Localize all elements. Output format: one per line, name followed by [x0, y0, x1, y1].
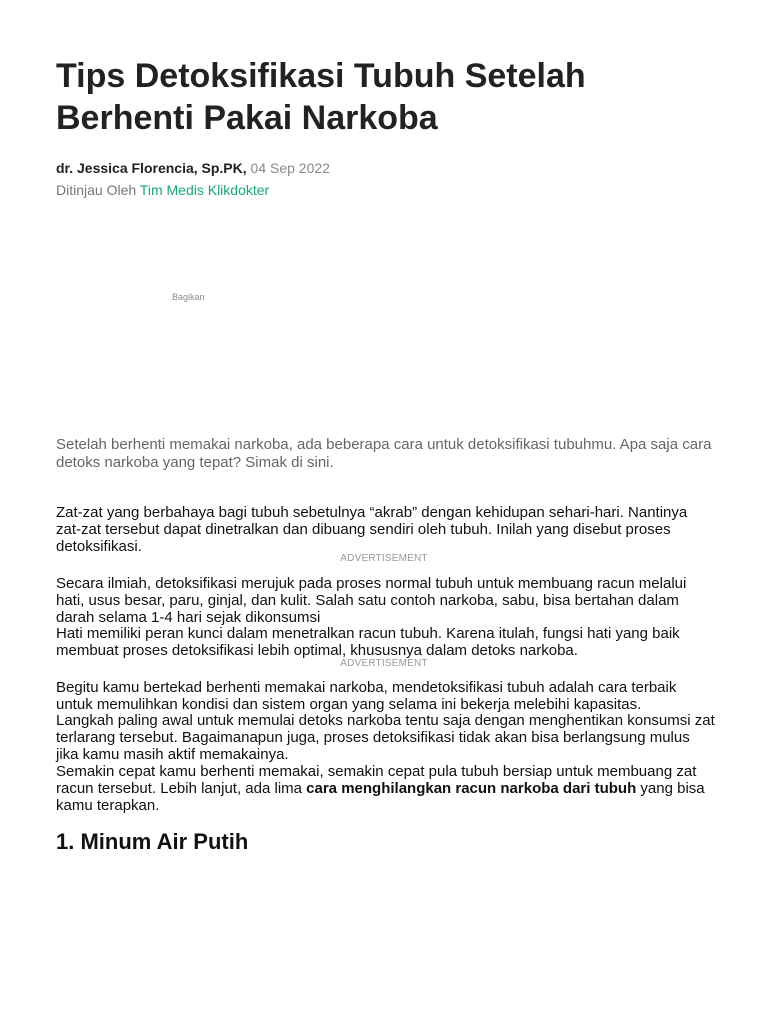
- reviewer-link[interactable]: Tim Medis Klikdokter: [139, 182, 270, 198]
- reviewed-prefix: Ditinjau Oleh: [56, 182, 137, 198]
- paragraph-3: Hati memiliki peran kunci dalam menetralkan racun tubuh. Karena itulah, fungsi hati yang baik membuat proses detoksifikasi lebih optimal, khususnya dalam detoks narkoba.: [56, 625, 680, 659]
- advertisement-label: ADVERTISEMENT: [340, 553, 428, 564]
- publish-date: 04 Sep 2022: [250, 160, 330, 176]
- section-heading-1: 1. Minum Air Putih: [56, 829, 249, 854]
- paragraph-1: Zat-zat yang berbahaya bagi tubuh sebetulnya “akrab” dengan kehidupan sehari-hari. Nantinya zat-zat tersebut dapat dinetralkan dan dibuang sendiri oleh tubuh. Inilah yang disebut proses detoksifikasi.: [56, 504, 688, 555]
- paragraph-5: Langkah paling awal untuk memulai detoks narkoba tentu saja dengan menghentikan konsumsi zat terlarang tersebut. Bagaimanapun juga, proses detoksifikasi tidak akan bisa berlangsung mulus jika kamu masih aktif memakainya.: [56, 712, 715, 763]
- paragraph-4: Begitu kamu bertekad berhenti memakai narkoba, mendetoksifikasi tubuh adalah cara terbaik untuk memulihkan kondisi dan sistem organ yang selama ini bekerja melebihi kapasitas.: [56, 679, 677, 713]
- paragraph-6-bold-link[interactable]: cara menghilangkan racun narkoba dari tubuh: [306, 780, 637, 797]
- advertisement-label: ADVERTISEMENT: [340, 658, 428, 669]
- byline: [56, 159, 330, 177]
- paragraph-2: Secara ilmiah, detoksifikasi merujuk pada proses normal tubuh untuk membuang racun melalui hati, usus besar, paru, ginjal, dan kulit. Salah satu contoh narkoba, sabu, bisa bertahan dalam darah selama 1-4 hari sejak dikonsumsi: [56, 575, 687, 626]
- paragraph-6-end: yang bisa kamu terapkan.: [56, 780, 705, 814]
- article-title: Tips Detoksifikasi Tubuh Setelah Berhenti Pakai Narkoba: [56, 57, 586, 137]
- review-line: [56, 181, 269, 199]
- author-name[interactable]: dr. Jessica Florencia, Sp.PK,: [56, 160, 247, 176]
- share-label[interactable]: Bagikan: [172, 292, 205, 302]
- article-lead: Setelah berhenti memakai narkoba, ada beberapa cara untuk detoksifikasi tubuhmu. Apa saja cara detoks narkoba yang tepat? Simak di sini.: [56, 436, 712, 471]
- paragraph-6-start: Semakin cepat kamu berhenti memakai, semakin cepat pula tubuh bersiap untuk membuang zat racun tersebut. Lebih lanjut, ada lima: [56, 763, 697, 797]
- paragraph-6: [56, 763, 716, 814]
